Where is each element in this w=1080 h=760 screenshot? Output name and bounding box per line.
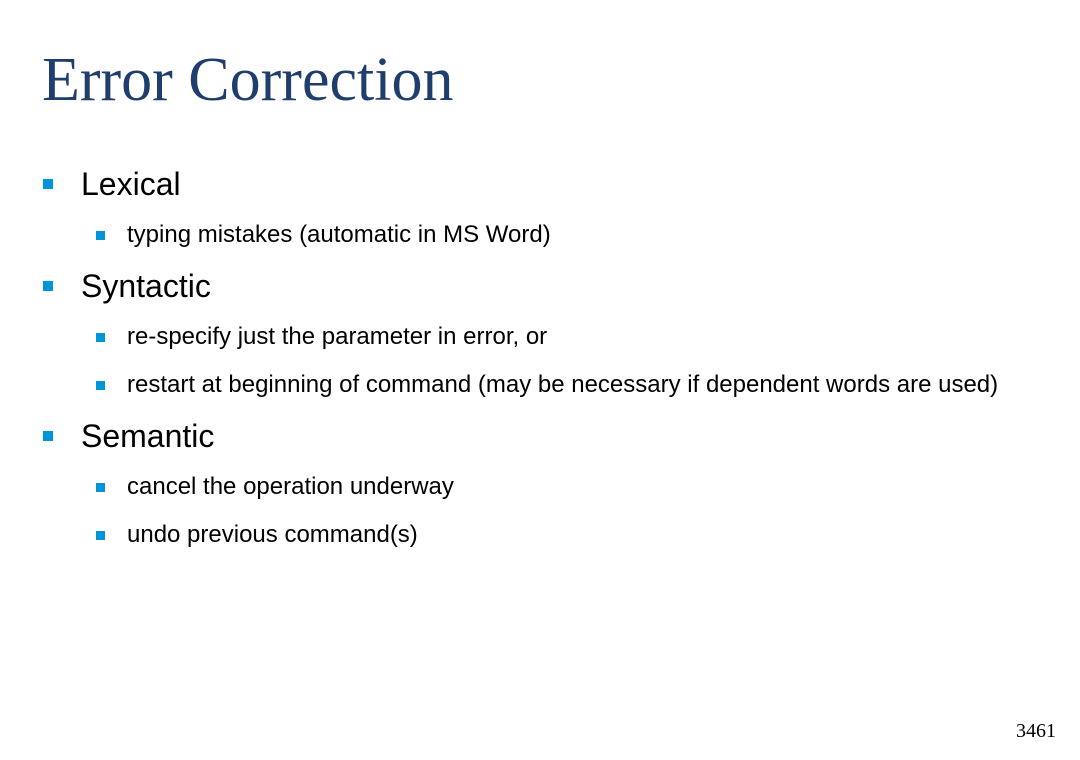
- sub-bullet: [0, 319, 1080, 354]
- section-label: Syntactic: [81, 268, 211, 304]
- sub-bullet-text: cancel the operation underway: [127, 473, 454, 500]
- sub-bullet: [0, 367, 1080, 402]
- square-bullet-icon: [96, 531, 105, 540]
- square-bullet-icon: [96, 381, 105, 390]
- section-lexical: [0, 164, 1080, 204]
- sub-bullet: [0, 469, 1080, 504]
- section-semantic: [0, 416, 1080, 456]
- square-bullet-icon: [96, 333, 105, 342]
- section-label: Lexical: [81, 166, 181, 202]
- sub-bullet-text: undo previous command(s): [127, 521, 418, 548]
- sub-bullet-text: restart at beginning of command (may be necessary if dependent words are used): [127, 371, 999, 398]
- section-syntactic: [0, 266, 1080, 306]
- sub-bullet: [0, 217, 1080, 252]
- square-bullet-icon: [96, 231, 105, 240]
- bullet-list: [0, 160, 1080, 552]
- sub-bullet: [0, 517, 1080, 552]
- square-bullet-icon: [43, 179, 53, 189]
- slide-title: Error Correction: [42, 46, 454, 114]
- page-number: 3461: [1016, 720, 1056, 742]
- sub-bullet-text: re-specify just the parameter in error, or: [127, 323, 548, 350]
- square-bullet-icon: [43, 281, 53, 291]
- square-bullet-icon: [43, 431, 53, 441]
- sub-bullet-text: typing mistakes (automatic in MS Word): [127, 221, 551, 248]
- square-bullet-icon: [96, 483, 105, 492]
- section-label: Semantic: [81, 418, 215, 454]
